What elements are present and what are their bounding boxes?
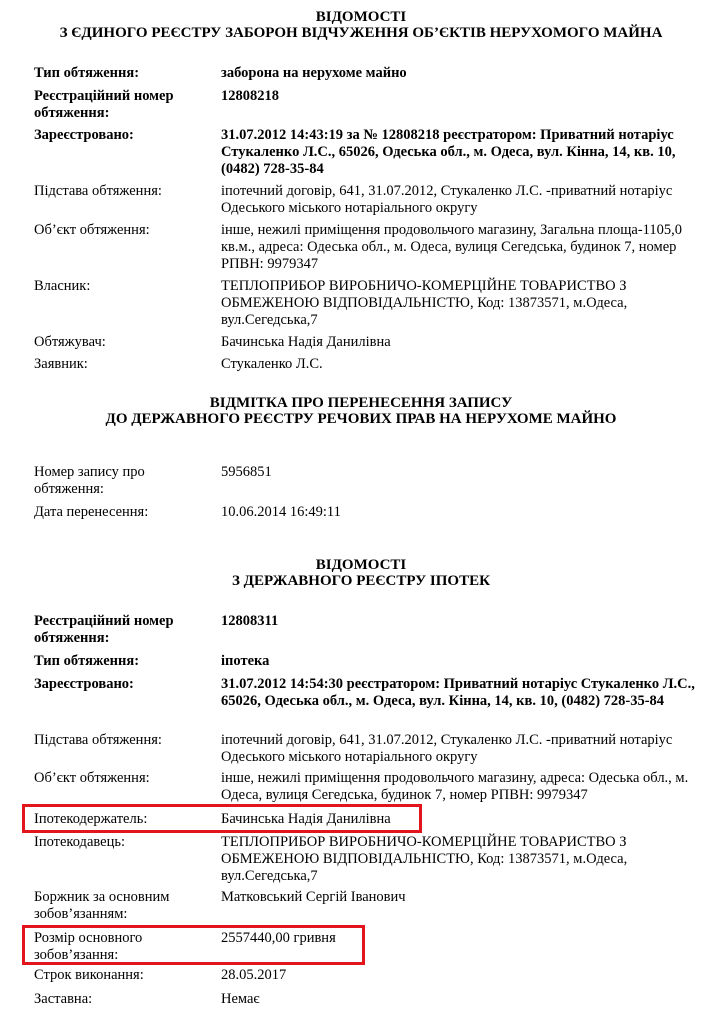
highlight-obligation-amount bbox=[22, 925, 365, 965]
row-label: Заставна: bbox=[34, 991, 93, 1007]
row-label: Реєстраційний номер обтяження: bbox=[34, 88, 174, 121]
row-value: Бачинська Надія Данилівна bbox=[221, 811, 391, 827]
highlight-mortgagee bbox=[22, 804, 422, 833]
row-value: Немає bbox=[221, 991, 260, 1007]
section2-title-line1: ВІДМІТКА ПРО ПЕРЕНЕСЕННЯ ЗАПИСУ bbox=[209, 395, 513, 411]
row-label: Заявник: bbox=[34, 356, 88, 372]
row-label: Зареєстровано: bbox=[34, 676, 134, 692]
row-label: Об’єкт обтяження: bbox=[34, 770, 150, 786]
row-label: Підстава обтяження: bbox=[34, 732, 162, 748]
row-label: Строк виконання: bbox=[34, 967, 144, 983]
row-value: Матковський Сергій Іванович bbox=[221, 889, 406, 905]
row-value: Стукаленко Л.С. bbox=[221, 356, 323, 372]
row-value: заборона на нерухоме майно bbox=[221, 65, 407, 81]
row-label: Зареєстровано: bbox=[34, 127, 134, 143]
row-value: 5956851 bbox=[221, 464, 272, 480]
row-value: іпотечний договір, 641, 31.07.2012, Стукаленко Л.С. -приватний нотаріус Одеського міського нотаріального округу bbox=[221, 732, 673, 765]
row-label: Тип обтяження: bbox=[34, 65, 140, 81]
row-label: Дата перенесення: bbox=[34, 504, 149, 520]
row-value: ТЕПЛОПРИБОР ВИРОБНИЧО-КОМЕРЦІЙНЕ ТОВАРИСТВО З ОБМЕЖЕНОЮ ВІДПОВІДАЛЬНІСТЮ, Код: 13873571, м.Одеса, вул.Сегедська,7 bbox=[221, 278, 628, 328]
row-label: Номер запису про обтяження: bbox=[34, 464, 145, 497]
section3-title-line2: З ДЕРЖАВНОГО РЕЄСТРУ ІПОТЕК bbox=[231, 573, 490, 589]
section3-title-line1: ВІДОМОСТІ bbox=[315, 557, 407, 573]
row-value: інше, нежилі приміщення продовольчого магазину, адреса: Одеська обл., м. Одеса, вулиця Сегедська, будинок 7, номер РПВН: 9979347 bbox=[221, 770, 689, 803]
row-value: 28.05.2017 bbox=[221, 967, 287, 983]
row-label: Обтяжувач: bbox=[34, 334, 106, 350]
row-label: Боржник за основним зобов’язанням: bbox=[34, 889, 170, 922]
row-label: Реєстраційний номер обтяження: bbox=[34, 613, 174, 646]
row-label: Об’єкт обтяження: bbox=[34, 222, 150, 238]
row-label: Іпотекодержатель: bbox=[34, 811, 148, 827]
row-value: Бачинська Надія Данилівна bbox=[221, 334, 391, 350]
row-value: 31.07.2012 14:54:30 реєстратором: Приватний нотаріус Стукаленко Л.С., 65026, Одеська обл., м. Одеса, вул. Кінна, 14, кв. 10, (0482) 728-35-84 bbox=[221, 676, 695, 709]
row-value: 31.07.2012 14:43:19 за № 12808218 реєстратором: Приватний нотаріус Стукаленко Л.С., 65026, Одеська обл., м. Одеса, вул. Кінна, 14, кв. 10, (0482) 728-35-84 bbox=[221, 127, 676, 177]
row-label: Іпотекодавець: bbox=[34, 834, 125, 850]
row-value: 2557440,00 гривня bbox=[221, 930, 336, 946]
row-label: Власник: bbox=[34, 278, 91, 294]
section1-title-line2: З ЄДИНОГО РЕЄСТРУ ЗАБОРОН ВІДЧУЖЕННЯ ОБ’ЄКТІВ НЕРУХОМОГО МАЙНА bbox=[59, 25, 663, 41]
section2-title-line2: ДО ДЕРЖАВНОГО РЕЄСТРУ РЕЧОВИХ ПРАВ НА НЕРУХОМЕ МАЙНО bbox=[105, 411, 617, 427]
row-value: ТЕПЛОПРИБОР ВИРОБНИЧО-КОМЕРЦІЙНЕ ТОВАРИСТВО З ОБМЕЖЕНОЮ ВІДПОВІДАЛЬНІСТЮ, Код: 13873571, м.Одеса, вул.Сегедська,7 bbox=[221, 834, 628, 884]
row-value: інше, нежилі приміщення продовольчого магазину, Загальна площа-1105,0 кв.м., адреса: Одеська обл., м. Одеса, вулиця Сегедська, будинок 7, номер РПВН: 9979347 bbox=[221, 222, 682, 272]
row-label: Підстава обтяження: bbox=[34, 183, 162, 199]
row-value: іпотека bbox=[221, 653, 270, 669]
row-value: 12808311 bbox=[221, 613, 279, 629]
row-value: іпотечний договір, 641, 31.07.2012, Стукаленко Л.С. -приватний нотаріус Одеського міського нотаріального округу bbox=[221, 183, 673, 216]
section1-title-line1: ВІДОМОСТІ bbox=[315, 9, 407, 25]
row-value: 10.06.2014 16:49:11 bbox=[221, 504, 341, 520]
row-label: Тип обтяження: bbox=[34, 653, 140, 669]
row-label: Розмір основного зобов’язання: bbox=[34, 930, 143, 963]
row-value: 12808218 bbox=[221, 88, 279, 104]
